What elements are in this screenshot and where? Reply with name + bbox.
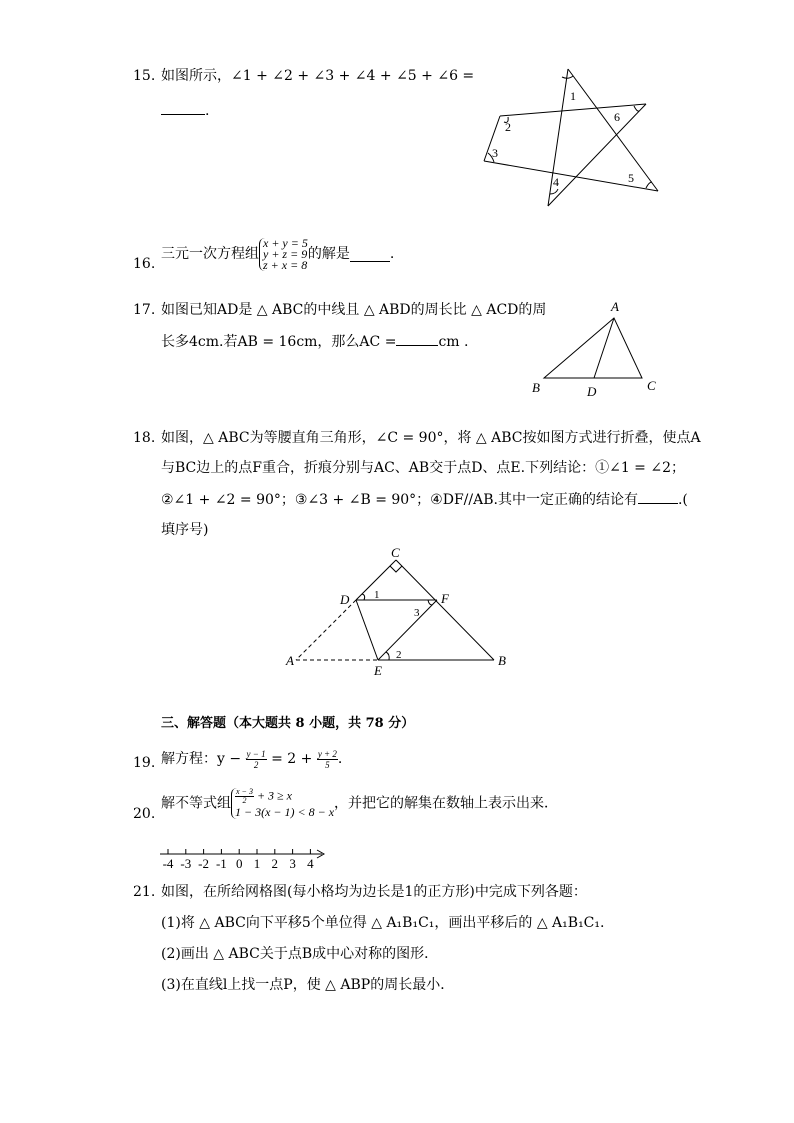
q21-item-3: (3)在直线l上找一点P，使 △ ABP的周长最小． — [161, 977, 455, 993]
q19-fraction-2 — [317, 749, 338, 770]
q16-end: . — [389, 246, 395, 262]
q20-fraction — [235, 788, 254, 805]
q18-fold-figure — [282, 544, 522, 680]
angle-label-2: 2 — [396, 649, 402, 661]
q20-inequality-system — [231, 788, 334, 819]
q19-end: . — [337, 751, 343, 767]
q20-number: 20. — [133, 806, 156, 822]
q20-f-denominator: 2 — [242, 796, 247, 805]
q19-mid: = 2 + — [271, 751, 313, 767]
point-label-C: C — [647, 378, 656, 393]
q16-equation-system — [259, 238, 308, 271]
q15-answer-line — [161, 100, 209, 121]
axis-tick-label: -1 — [215, 856, 227, 871]
answer-blank — [396, 331, 438, 346]
point-label-A: A — [611, 299, 619, 314]
point-label-B: B — [498, 653, 506, 668]
axis-tick-label: 1 — [253, 856, 261, 871]
axis-tick-label: -4 — [162, 856, 174, 871]
q21-text: 如图，在所给网格图(每小格均为边长是1的正方形)中完成下列各题： — [161, 884, 587, 900]
q18-line3a: ②∠1 + ∠2 = 90°；③∠3 + ∠B = 90°；④DF//AB.其中一定正确的结论有 — [161, 492, 638, 508]
q21-item-1: (1)将 △ ABC向下平移5个单位得 △ A₁B₁C₁，画出平移后的 △ A₁B₁C₁. — [161, 915, 605, 931]
q18-line1: 如图，△ ABC为等腰直角三角形，∠C = 90°，将 △ ABC按如图方式进行折叠，使点A — [161, 430, 701, 446]
q17-line2 — [161, 331, 468, 352]
q18-line4: 填序号) — [161, 522, 209, 538]
angle-label-3: 3 — [492, 146, 498, 160]
q16-text — [161, 238, 394, 271]
point-label-D: D — [340, 592, 350, 607]
q16-suffix: 的解是 — [307, 246, 350, 262]
axis-tick-label: -3 — [180, 856, 192, 871]
q19-number: 19. — [133, 755, 156, 771]
q19-f1-numerator: y − 1 — [246, 748, 266, 759]
q16-eq2: y + z = 9 — [263, 247, 308, 261]
q18-line3 — [161, 489, 688, 510]
q18-line3b: .( — [677, 492, 688, 508]
q17-triangle-figure — [528, 298, 668, 402]
q17-number: 17. — [133, 302, 156, 318]
point-label-F: F — [441, 591, 449, 606]
axis-tick-label: 2 — [271, 856, 279, 871]
axis-tick-label: 0 — [235, 856, 243, 871]
answer-blank — [161, 100, 205, 115]
point-label-E: E — [374, 663, 382, 678]
answer-blank — [638, 489, 678, 504]
angle-label-2: 2 — [505, 120, 511, 134]
q20-prefix: 解不等式组 — [161, 795, 231, 812]
q20-ineq1-rest: + 3 ≥ x — [256, 788, 292, 803]
q20-f-numerator: x − 3 — [236, 787, 253, 796]
number-line — [158, 846, 330, 874]
q17-line2b: cm . — [438, 334, 469, 350]
q18-line2: 与BC边上的点F重合，折痕分别与AC、AB交于点D、点E.下列结论：①∠1 = ∠2； — [161, 460, 685, 476]
point-label-D: D — [587, 384, 597, 399]
angle-label-3: 3 — [414, 607, 420, 619]
angle-label-5: 5 — [628, 171, 634, 185]
q15-text: 如图所示，∠1 + ∠2 + ∠3 + ∠4 + ∠5 + ∠6 = — [161, 68, 475, 84]
q15-end: . — [205, 103, 210, 119]
section-3-title: 三、解答题（本大题共 8 小题，共 78 分） — [161, 716, 415, 731]
q16-number: 16. — [133, 256, 156, 272]
q15-star-figure — [478, 64, 668, 212]
q19-f2-denominator: 5 — [325, 759, 330, 770]
angle-label-4: 4 — [553, 175, 559, 189]
q21-number: 21. — [133, 884, 156, 900]
q19-equation — [161, 746, 342, 772]
axis-tick-label: -2 — [198, 856, 210, 871]
axis-tick-label: 4 — [307, 856, 314, 871]
point-label-B: B — [532, 380, 540, 395]
q19-f2-numerator: y + 2 — [317, 748, 337, 759]
answer-blank — [350, 247, 390, 262]
q21-item-2: (2)画出 △ ABC关于点B成中心对称的图形． — [161, 946, 439, 962]
q17-line2a: 长多4cm.若AB = 16cm，那么AC = — [161, 334, 397, 350]
angle-label-1: 1 — [570, 89, 576, 103]
q16-prefix: 三元一次方程组 — [161, 246, 259, 262]
q19-fraction-1 — [246, 749, 267, 770]
q17-line1: 如图已知AD是 △ ABC的中线且 △ ABD的周长比 △ ACD的周 — [161, 302, 547, 318]
q15-number: 15. — [133, 68, 156, 84]
q16-eq1: x + y = 5 — [263, 236, 308, 250]
angle-label-1: 1 — [374, 589, 380, 601]
q19-prefix: 解方程：y − — [161, 751, 242, 767]
q20-text — [161, 788, 558, 819]
axis-tick-label: 3 — [289, 856, 296, 871]
q20-suffix: ，并把它的解集在数轴上表示出来． — [334, 795, 559, 812]
q19-f1-denominator: 2 — [253, 759, 259, 770]
q16-eq3: z + x = 8 — [263, 258, 308, 272]
q20-ineq2: 1 − 3(x − 1) < 8 − x — [235, 805, 335, 819]
q18-number: 18. — [133, 430, 156, 446]
point-label-C: C — [391, 545, 400, 560]
point-label-A: A — [286, 653, 294, 668]
angle-label-6: 6 — [614, 110, 620, 124]
